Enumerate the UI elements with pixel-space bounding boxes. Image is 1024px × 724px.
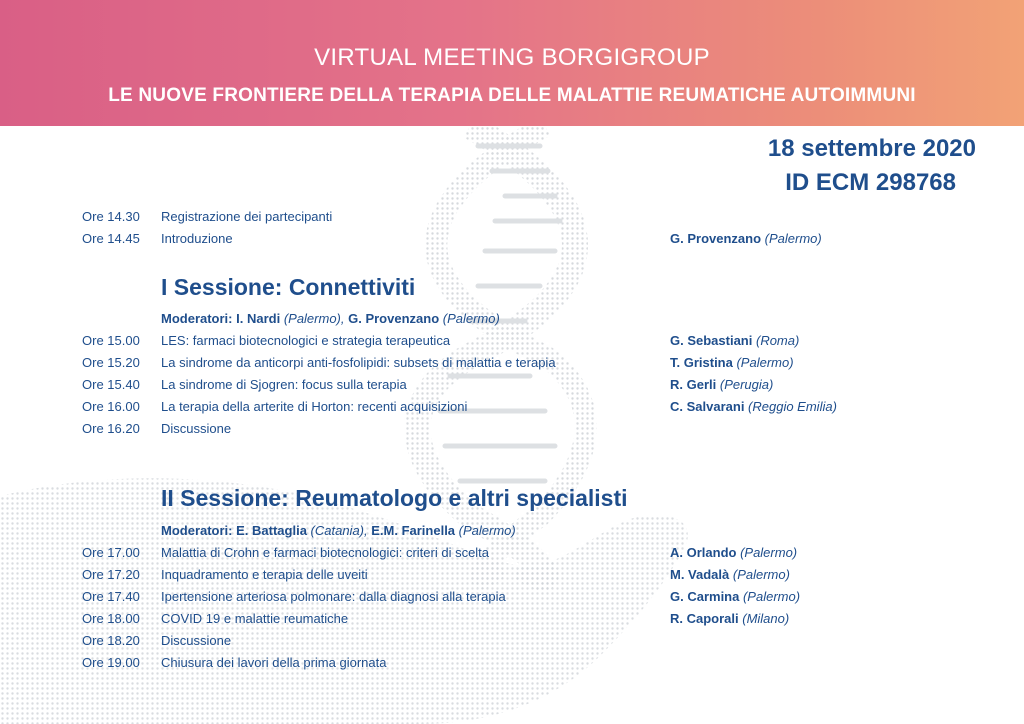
row-time: Ore 19.00: [82, 655, 140, 670]
header-banner: [0, 0, 1024, 126]
program-row: [0, 567, 1024, 587]
row-speaker: G. Sebastiani (Roma): [670, 333, 800, 348]
program-row: [0, 355, 1024, 375]
row-time: Ore 15.00: [82, 333, 140, 348]
row-speaker: C. Salvarani (Reggio Emilia): [670, 399, 837, 414]
row-title: Inquadramento e terapia delle uveiti: [161, 567, 368, 582]
event-date: 18 settembre 2020: [767, 135, 976, 162]
program-row: [0, 399, 1024, 419]
program-row: [0, 333, 1024, 353]
row-speaker: A. Orlando (Palermo): [670, 545, 798, 560]
row-time: Ore 18.00: [82, 611, 140, 626]
program-row: [0, 611, 1024, 631]
row-title: LES: farmaci biotecnologici e strategia terapeutica: [161, 333, 451, 348]
row-time: Ore 15.40: [82, 377, 140, 392]
row-title: La sindrome da anticorpi anti-fosfolipidi: subsets di malattia e terapia: [161, 355, 556, 370]
meeting-name: VIRTUAL MEETING BORGIGROUP: [314, 44, 710, 71]
row-speaker: R. Gerli (Perugia): [670, 377, 774, 392]
meeting-title: LE NUOVE FRONTIERE DELLA TERAPIA DELLE MALATTIE REUMATICHE AUTOIMMUNI: [108, 85, 916, 106]
row-title: Malattia di Crohn e farmaci biotecnologici: criteri di scelta: [161, 545, 490, 560]
row-time: Ore 17.00: [82, 545, 140, 560]
row-title: Discussione: [161, 421, 232, 436]
session-2-title: II Sessione: Reumatologo e altri specialisti: [161, 485, 628, 511]
session-1-moderators: Moderatori: I. Nardi (Palermo), G. Provenzano (Palermo): [161, 311, 500, 326]
row-time: Ore 16.20: [82, 421, 140, 436]
row-title: Ipertensione arteriosa polmonare: dalla diagnosi alla terapia: [161, 589, 506, 604]
row-speaker: G. Provenzano (Palermo): [670, 231, 822, 246]
row-time: Ore 15.20: [82, 355, 140, 370]
row-time: Ore 17.40: [82, 589, 140, 604]
row-speaker: M. Vadalà (Palermo): [670, 567, 790, 582]
row-speaker: R. Caporali (Milano): [670, 611, 790, 626]
row-time: Ore 18.20: [82, 633, 140, 648]
row-title: La terapia della arterite di Horton: recenti acquisizioni: [161, 399, 468, 414]
session-2-moderators: Moderatori: E. Battaglia (Catania), E.M. Farinella (Palermo): [161, 523, 516, 538]
row-time: Ore 14.45: [82, 231, 140, 246]
row-title: Chiusura dei lavori della prima giornata: [161, 655, 387, 670]
row-time: Ore 17.20: [82, 567, 140, 582]
row-speaker: G. Carmina (Palermo): [670, 589, 801, 604]
program-row: [0, 209, 1024, 229]
ecm-id: ID ECM 298768: [785, 169, 956, 196]
row-title: Introduzione: [161, 231, 233, 246]
row-title: Registrazione dei partecipanti: [161, 209, 333, 224]
row-title: La sindrome di Sjogren: focus sulla terapia: [161, 377, 407, 392]
row-speaker: T. Gristina (Palermo): [670, 355, 794, 370]
session-1-title: I Sessione: Connettiviti: [161, 274, 416, 300]
program-row: [0, 231, 1024, 251]
program-row: [0, 377, 1024, 397]
row-time: Ore 14.30: [82, 209, 140, 224]
program-row: [0, 421, 1024, 441]
row-time: Ore 16.00: [82, 399, 140, 414]
row-title: Discussione: [161, 633, 232, 648]
program-row: [0, 655, 1024, 675]
row-title: COVID 19 e malattie reumatiche: [161, 611, 349, 626]
program-row: [0, 633, 1024, 653]
program-row: [0, 545, 1024, 565]
program-row: [0, 589, 1024, 609]
